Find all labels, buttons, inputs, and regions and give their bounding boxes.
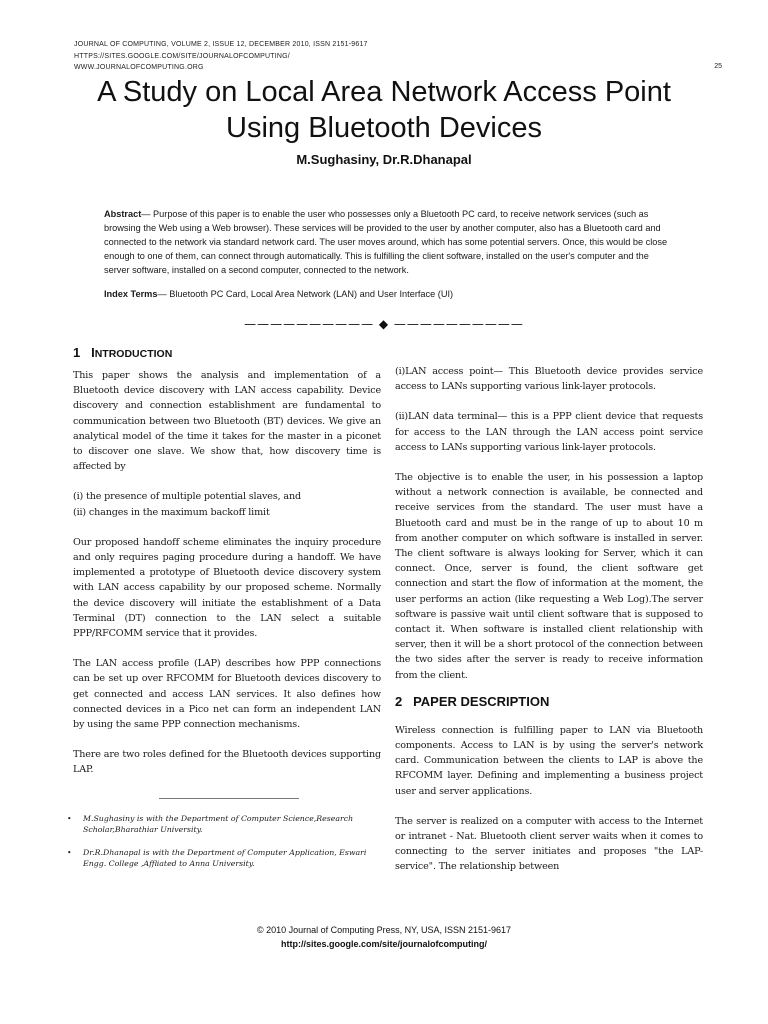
left-column — [67, 344, 381, 881]
authors: M.Sughasiny, Dr.R.Dhanapal — [296, 152, 472, 167]
section-1-number: 1 — [73, 345, 81, 360]
intro-paragraph-4: There are two roles defined for the Bluetooth devices supporting LAP. — [73, 749, 381, 776]
paper-description-paragraph-2: The server is realized on a computer with access to the Internet or intranet - Nat. Bluetooth client server waits when it comes to connecting to the server initiates and proposes "the LAP-service". The relationship between — [395, 815, 703, 873]
footnote-1: • M.Sughasiny is with the Department of Computer Science,Research Scholar,Bharathiar University. — [67, 813, 354, 834]
index-terms — [104, 288, 672, 301]
copyright-footer: © 2010 Journal of Computing Press, NY, USA, ISSN 2151-9617 — [256, 925, 512, 935]
section-1-title-initial: I — [91, 345, 95, 360]
section-divider: —————————— ◆ —————————— — [244, 317, 524, 331]
lan-data-terminal-paragraph: (ii)LAN data terminal— this is a PPP client device that requests for access to the LAN through the LAN access point service access to LANs supporting various link-layer protocols. — [395, 411, 703, 453]
footnote-rule — [159, 798, 299, 799]
footnote-list — [67, 813, 381, 869]
index-terms-label: Index Terms — [104, 289, 158, 299]
section-1-title-rest: NTRODUCTION — [94, 348, 173, 360]
section-1-heading — [73, 344, 381, 362]
right-column — [395, 364, 703, 875]
journal-header-line-2: HTTPS://SITES.GOOGLE.COM/SITE/JOURNALOFCOMPUTING/ — [74, 53, 290, 60]
index-terms-text: — Bluetooth PC Card, Local Area Network (LAN) and User Interface (UI) — [157, 289, 454, 299]
abstract — [104, 208, 672, 278]
footer-url: http://sites.google.com/site/journalofcomputing/ — [280, 939, 487, 949]
section-2-number: 2 — [395, 693, 403, 709]
objective-paragraph: The objective is to enable the user, in his possession a laptop without a network connection is available, be connected and receive services from the standard. The user must have a Bluetooth card and must be in the range of up to about 10 m from another computer on which software is installed in server. The client software is always looking for Server, which it can connect. Once, server is found, the client software get connection and start the flow of information at the moment, the user performs an action (like requesting a Web Log).The server software is passive wait until client software that is supposed to contact it. When software is installed client relationship with server, then it will be a short protocol of the connection between the two sides after the server is ready to receive information from the client. — [395, 472, 703, 681]
paper-title-line-1: A Study on Local Area Network Access Point — [97, 76, 671, 108]
lan-access-point-paragraph: (i)LAN access point— This Bluetooth device provides service access to LANs supporting various link-layer protocols. — [395, 366, 703, 393]
footnote-2: • Dr.R.Dhanapal is with the Department of Computer Application, Eswari Engg. College ,Affliated to Anna University. — [67, 847, 367, 868]
intro-paragraph-1: This paper shows the analysis and implementation of a Bluetooth device discovery with LAN access capability. Device discovery and connection establishment are fundamental to communication between two Bluetooth (BT) devices. We give an analytical model of the time it takes for the master in a piconet to discover one slave. We show that, how discovery time is affected by — [73, 370, 381, 473]
intro-list-item-2: (ii) changes in the maximum backoff limit — [73, 506, 270, 518]
paper-title — [40, 74, 728, 146]
abstract-label: Abstract — [104, 209, 142, 219]
intro-paragraph-3: The LAN access profile (LAP) describes how PPP connections can be set up over RFCOMM for Bluetooth devices discovery to get connected and access LAN services. It also defines how connected devices in a Pico net can form an independent LAN by using the same PPP connection mechanisms. — [73, 658, 381, 731]
section-2-title: PAPER DESCRIPTION — [413, 693, 550, 709]
paper-description-paragraph-1: Wireless connection is fulfilling paper to LAN via Bluetooth components. Access to LAN is by using the server's network card. Communication between the clients to LAP is above the RFCOMM layer. Defining and implementing a business project user and server applications. — [395, 724, 703, 797]
page-number: 25 — [714, 63, 722, 70]
abstract-text: — Purpose of this paper is to enable the user who possesses only a Bluetooth PC card, to receive network services (such as browsing the Web using a Web browser). These services will be provided to the user by another computer, also has a Bluetooth card and connected to the network via standard network card. The user moves around, which has some potential servers. Once, this would be close enough to one of them, can connect through automatically. This is fulfilling the client software, installed on the user's computer and the server software, installed on a second computer, connected to the network. — [104, 209, 668, 275]
journal-header-line-1: JOURNAL OF COMPUTING, VOLUME 2, ISSUE 12, DECEMBER 2010, ISSN 2151-9617 — [74, 41, 368, 48]
intro-paragraph-2: Our proposed handoff scheme eliminates the inquiry procedure and only requires paging procedure during a handoff. We have implemented a prototype of Bluetooth device discovery system with LAN access capability by our proposed scheme. Normally the device discovery will initiate the establishment of a Data Terminal (DT) connection to the LAN select a suitable PPP/RFCOMM service that it provides. — [73, 536, 381, 640]
paper-title-line-2: Using Bluetooth Devices — [226, 112, 542, 144]
intro-list-item-1: (i) the presence of multiple potential slaves, and — [73, 491, 301, 503]
section-2-heading — [395, 693, 703, 711]
journal-header-line-3: WWW.JOURNALOFCOMPUTING.ORG — [74, 64, 204, 71]
